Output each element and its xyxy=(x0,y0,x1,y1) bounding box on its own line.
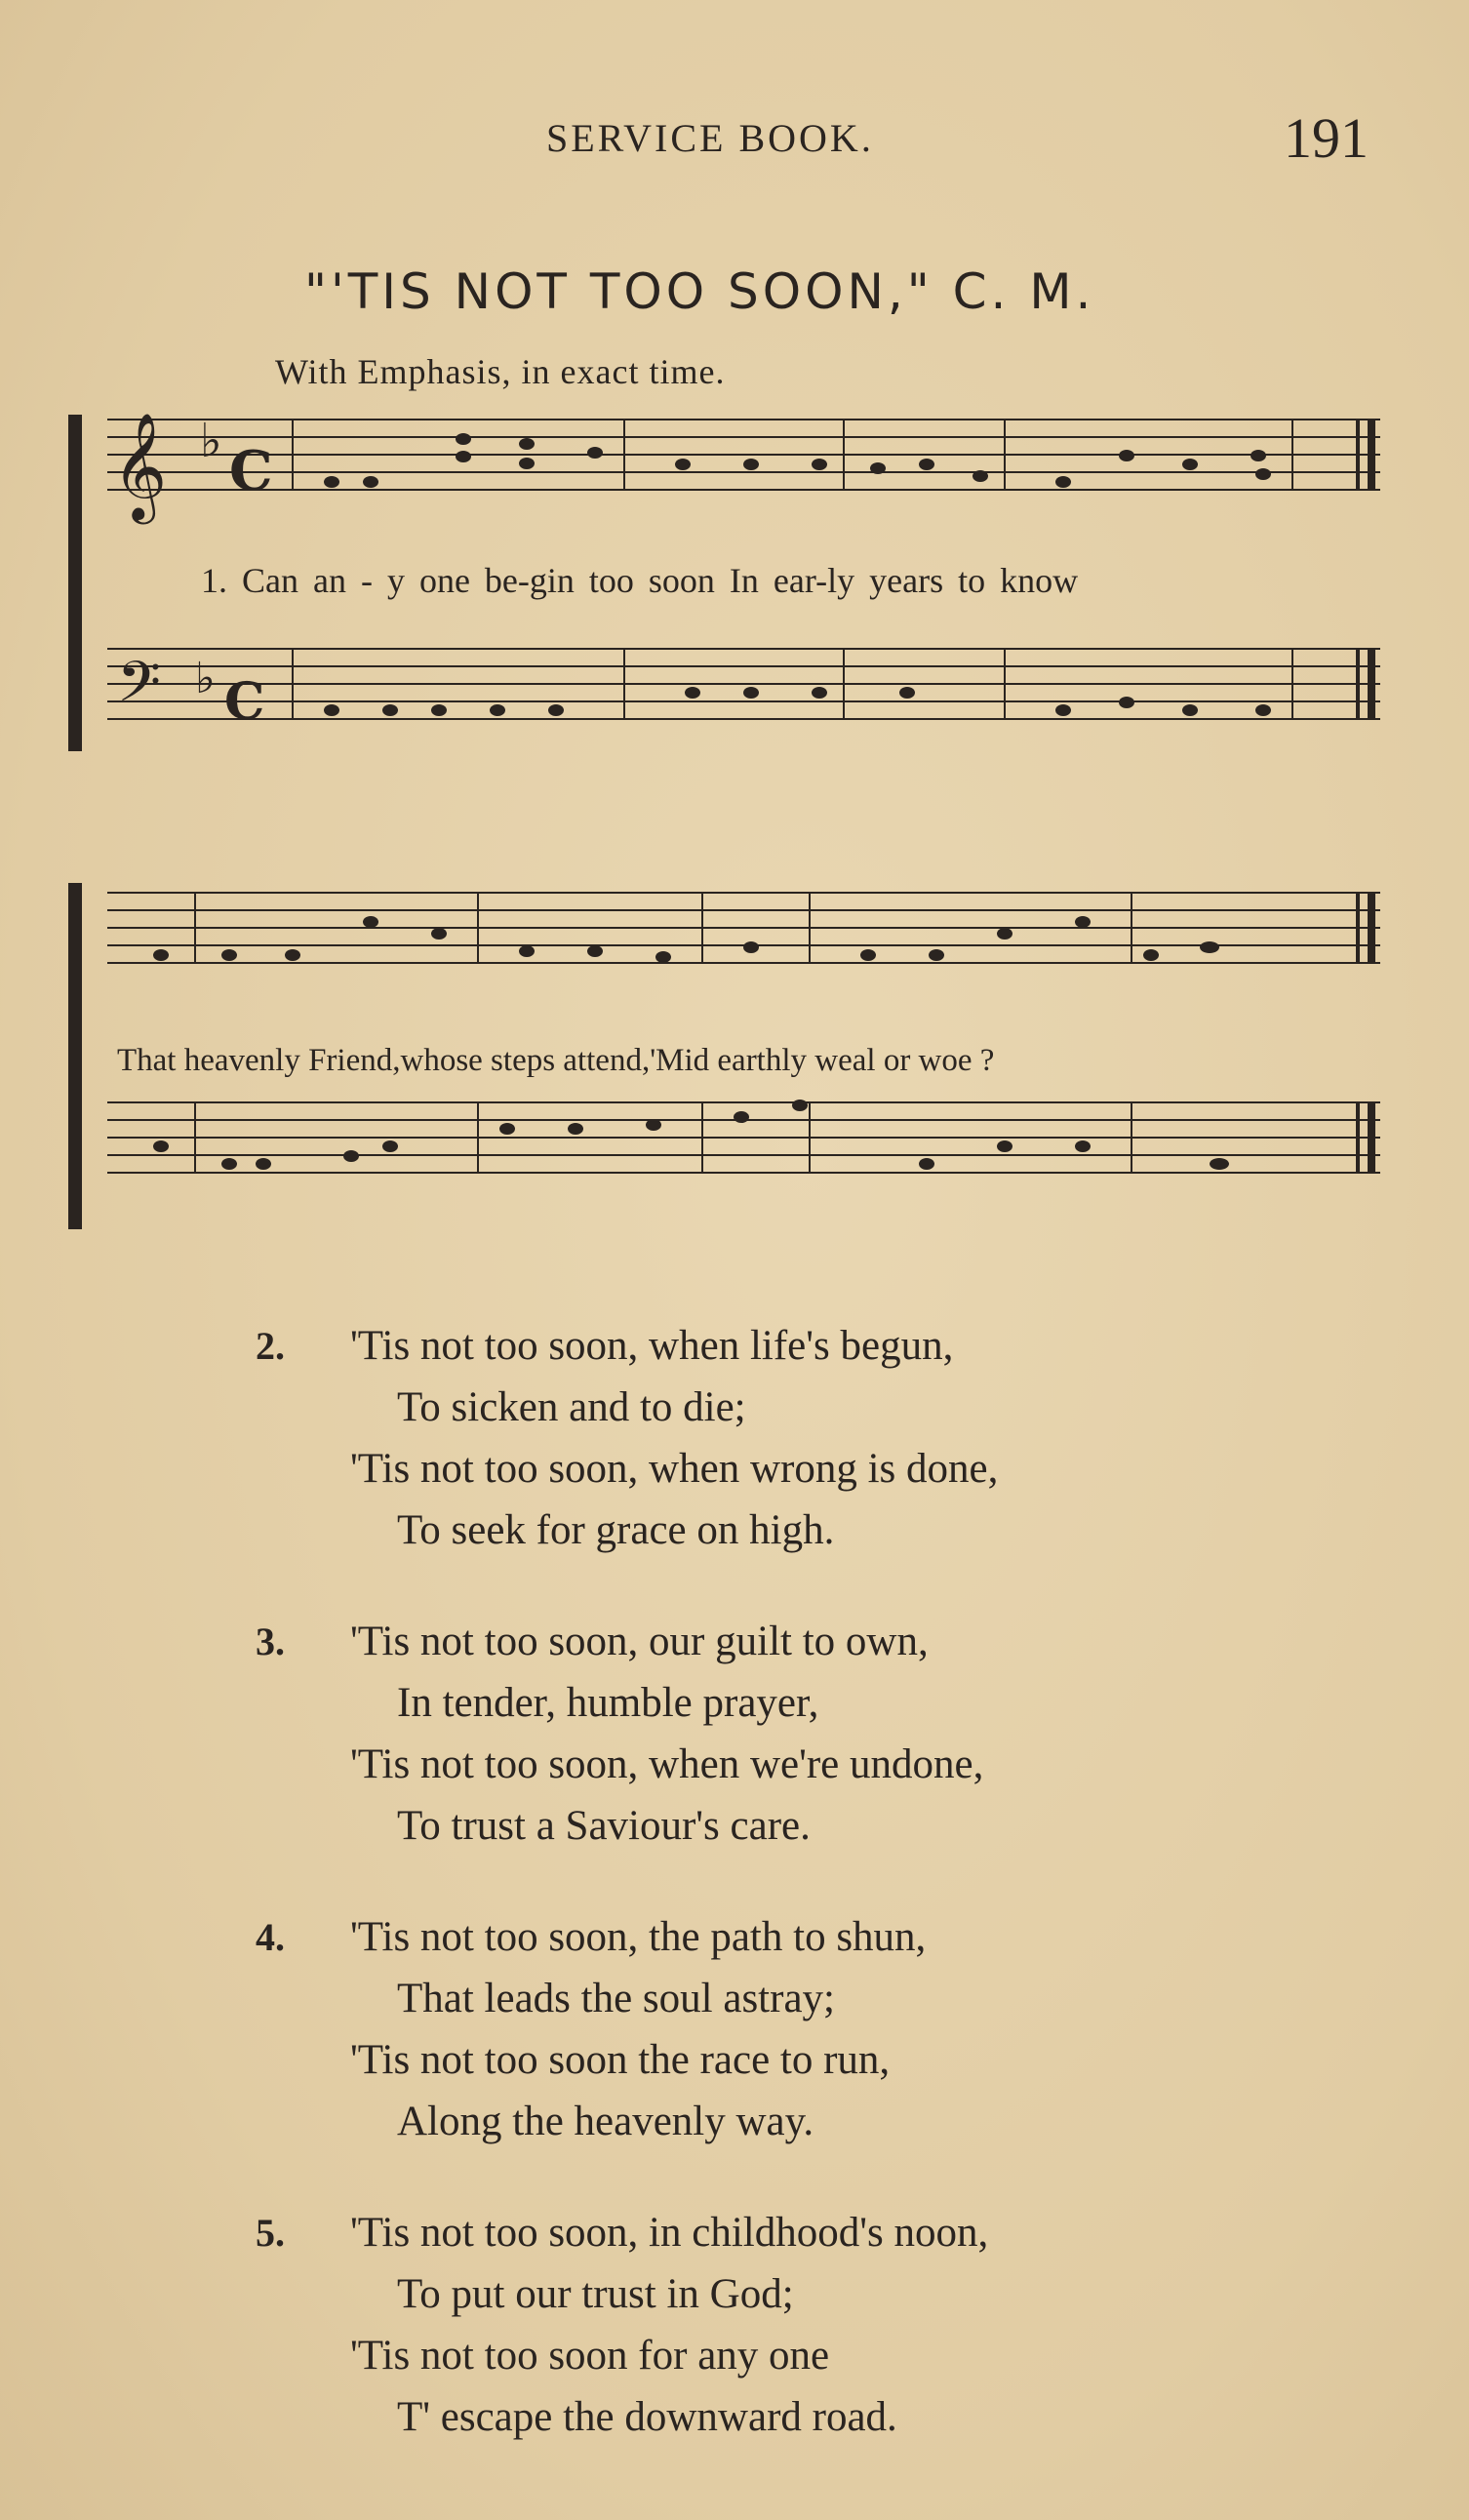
verse-4 xyxy=(256,1906,1329,2152)
verse-line: To sicken and to die; xyxy=(397,1384,746,1430)
bass-notes xyxy=(153,1100,1229,1170)
verse-line: 'Tis not too soon, the path to shun, xyxy=(350,1914,927,1960)
running-head: SERVICE BOOK. xyxy=(546,116,874,160)
treble-clef-icon: 𝄞 xyxy=(112,413,168,520)
verse-line: 'Tis not too soon, in childhood's noon, xyxy=(350,2210,989,2256)
verse-line: To put our trust in God; xyxy=(397,2271,794,2317)
verses xyxy=(256,1315,1329,2498)
verse-line: 'Tis not too soon, when wrong is done, xyxy=(350,1446,999,1492)
verse-line: To seek for grace on high. xyxy=(397,1507,835,1553)
flat-icon: ♭ xyxy=(200,414,222,468)
verse-number: 4. xyxy=(256,1915,285,1959)
treble-staff xyxy=(107,420,1380,490)
lyrics-line-2: That heavenly Friend,whose steps attend,'Mid earthly weal or woe ? xyxy=(117,1043,995,1078)
treble-notes xyxy=(324,433,1271,488)
verse-number: 2. xyxy=(256,1324,285,1368)
verse-line: Along the heavenly way. xyxy=(397,2099,814,2144)
verse-line: In tender, humble prayer, xyxy=(397,1680,819,1726)
verse-line: 'Tis not too soon, our guilt to own, xyxy=(350,1619,929,1664)
bass-clef-icon: 𝄢 xyxy=(117,649,162,729)
verse-line: 'Tis not too soon for any one xyxy=(350,2333,830,2379)
treble-notes xyxy=(153,916,1219,963)
verse-2 xyxy=(256,1315,1329,1561)
verse-line: That leads the soul astray; xyxy=(397,1976,835,2021)
page-number: 191 xyxy=(1284,106,1369,170)
hymn-title: "'TIS NOT TOO SOON," C. M. xyxy=(304,263,1095,320)
verse-3 xyxy=(256,1611,1329,1857)
verse-line: To trust a Saviour's care. xyxy=(397,1803,811,1849)
tempo-marking: With Emphasis, in exact time. xyxy=(275,352,726,391)
flat-icon: ♭ xyxy=(195,654,216,703)
verse-line: 'Tis not too soon, when life's begun, xyxy=(350,1323,954,1369)
lyrics-line-1: 1. Can an - y one be-gin too soon In ear-ly years to know xyxy=(201,561,1079,600)
common-time-icon: C xyxy=(229,439,273,503)
verse-number: 5. xyxy=(256,2211,285,2255)
verse-5 xyxy=(256,2202,1329,2448)
verse-line: T' escape the downward road. xyxy=(397,2394,897,2440)
verse-line: 'Tis not too soon the race to run, xyxy=(350,2037,891,2083)
verse-line: 'Tis not too soon, when we're undone, xyxy=(350,1741,984,1787)
verse-number: 3. xyxy=(256,1620,285,1663)
common-time-icon: C xyxy=(224,672,265,732)
